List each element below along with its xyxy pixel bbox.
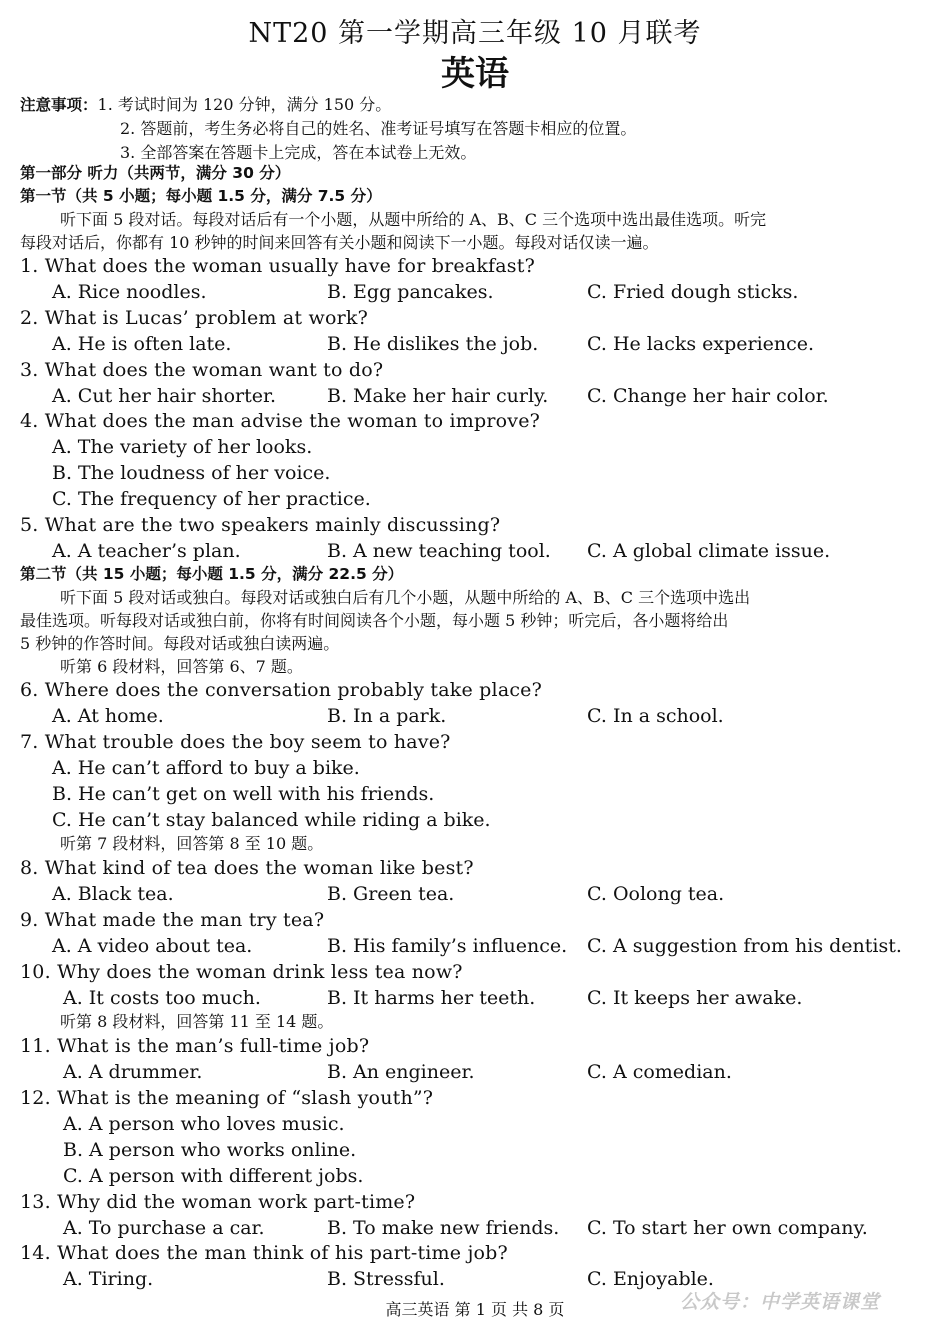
q1-option-c[interactable]: C. Fried dough sticks. bbox=[587, 281, 799, 303]
q8-option-a[interactable]: A. Black tea. bbox=[52, 883, 174, 905]
material-7-note: 听第 7 段材料，回答第 8 至 10 题。 bbox=[60, 834, 324, 853]
question-14: 14. What does the man think of his part-time job? bbox=[20, 1242, 508, 1264]
question-2: 2. What is Lucas’ problem at work? bbox=[20, 307, 368, 329]
q7-option-c[interactable]: C. He can’t stay balanced while riding a bike. bbox=[52, 809, 491, 831]
q8-option-c[interactable]: C. Oolong tea. bbox=[587, 883, 725, 905]
q13-option-b[interactable]: B. To make new friends. bbox=[327, 1217, 560, 1239]
q12-option-c[interactable]: C. A person with different jobs. bbox=[63, 1165, 364, 1187]
q4-option-c[interactable]: C. The frequency of her practice. bbox=[52, 488, 371, 510]
notes-label: 注意事项： bbox=[20, 96, 98, 114]
q14-option-b[interactable]: B. Stressful. bbox=[327, 1268, 445, 1290]
exam-subject: 英语 bbox=[441, 54, 509, 94]
section2-instruction-1: 听下面 5 段对话或独白。每段对话或独白后有几个小题，从题中所给的 A、B、C 三个选项中选出 bbox=[60, 588, 751, 607]
q14-option-a[interactable]: A. Tiring. bbox=[63, 1268, 154, 1290]
q10-option-c[interactable]: C. It keeps her awake. bbox=[587, 987, 803, 1009]
watermark: 公众号：中学英语课堂 bbox=[680, 1291, 881, 1313]
question-10: 10. Why does the woman drink less tea now? bbox=[20, 961, 463, 983]
section2-instruction-3: 5 秒钟的作答时间。每段对话或独白读两遍。 bbox=[20, 634, 340, 653]
q12-option-a[interactable]: A. A person who loves music. bbox=[63, 1113, 345, 1135]
q13-option-c[interactable]: C. To start her own company. bbox=[587, 1217, 868, 1239]
question-11: 11. What is the man’s full-time job? bbox=[20, 1035, 370, 1057]
q13-option-a[interactable]: A. To purchase a car. bbox=[63, 1217, 265, 1239]
question-9: 9. What made the man try tea? bbox=[20, 909, 325, 931]
section2-heading: 第二节（共 15 小题；每小题 1.5 分，满分 22.5 分） bbox=[20, 565, 404, 583]
question-3: 3. What does the woman want to do? bbox=[20, 359, 384, 381]
question-8: 8. What kind of tea does the woman like best? bbox=[20, 857, 474, 879]
q9-option-c[interactable]: C. A suggestion from his dentist. bbox=[587, 935, 902, 957]
q6-option-b[interactable]: B. In a park. bbox=[327, 705, 447, 727]
q3-option-a[interactable]: A. Cut her hair shorter. bbox=[52, 385, 277, 407]
q10-option-a[interactable]: A. It costs too much. bbox=[63, 987, 261, 1009]
question-5: 5. What are the two speakers mainly discussing? bbox=[20, 514, 501, 536]
page-footer: 高三英语 第 1 页 共 8 页 bbox=[385, 1300, 565, 1319]
notes-item-3: 3. 全部答案在答题卡上完成，答在本试卷上无效。 bbox=[120, 143, 477, 162]
question-4: 4. What does the man advise the woman to improve? bbox=[20, 410, 541, 432]
question-1: 1. What does the woman usually have for breakfast? bbox=[20, 255, 535, 277]
part1-heading: 第一部分 听力（共两节，满分 30 分） bbox=[20, 164, 291, 182]
q5-option-c[interactable]: C. A global climate issue. bbox=[587, 540, 831, 562]
q11-option-b[interactable]: B. An engineer. bbox=[327, 1061, 475, 1083]
question-12: 12. What is the meaning of “slash youth”? bbox=[20, 1087, 434, 1109]
question-6: 6. Where does the conversation probably take place? bbox=[20, 679, 543, 701]
notes-item-1: 1. 考试时间为 120 分钟，满分 150 分。 bbox=[97, 95, 392, 114]
q5-option-b[interactable]: B. A new teaching tool. bbox=[327, 540, 551, 562]
q7-option-b[interactable]: B. He can’t get on well with his friends. bbox=[52, 783, 435, 805]
question-13: 13. Why did the woman work part-time? bbox=[20, 1191, 416, 1213]
q6-option-c[interactable]: C. In a school. bbox=[587, 705, 724, 727]
notes-line-1 bbox=[20, 93, 932, 117]
q2-option-b[interactable]: B. He dislikes the job. bbox=[327, 333, 539, 355]
q3-option-c[interactable]: C. Change her hair color. bbox=[587, 385, 829, 407]
q1-option-b[interactable]: B. Egg pancakes. bbox=[327, 281, 494, 303]
question-7: 7. What trouble does the boy seem to have? bbox=[20, 731, 451, 753]
q4-option-a[interactable]: A. The variety of her looks. bbox=[52, 436, 313, 458]
q6-option-a[interactable]: A. At home. bbox=[52, 705, 164, 727]
section2-instruction-2: 最佳选项。听每段对话或独白前，你将有时间阅读各个小题，每小题 5 秒钟；听完后，各小题将给出 bbox=[20, 611, 729, 630]
q11-option-a[interactable]: A. A drummer. bbox=[63, 1061, 203, 1083]
q8-option-b[interactable]: B. Green tea. bbox=[327, 883, 455, 905]
q12-option-b[interactable]: B. A person who works online. bbox=[63, 1139, 357, 1161]
section1-instruction-2: 每段对话后，你都有 10 秒钟的时间来回答有关小题和阅读下一小题。每段对话仅读一遍。 bbox=[20, 233, 659, 252]
section1-instruction-1: 听下面 5 段对话。每段对话后有一个小题，从题中所给的 A、B、C 三个选项中选出最佳选项。听完 bbox=[60, 210, 767, 229]
q14-option-c[interactable]: C. Enjoyable. bbox=[587, 1268, 714, 1290]
notes-item-2: 2. 答题前，考生务必将自己的姓名、准考证号填写在答题卡相应的位置。 bbox=[120, 119, 637, 138]
material-6-note: 听第 6 段材料，回答第 6、7 题。 bbox=[60, 657, 303, 676]
section1-heading: 第一节（共 5 小题；每小题 1.5 分，满分 7.5 分） bbox=[20, 187, 382, 205]
q1-option-a[interactable]: A. Rice noodles. bbox=[52, 281, 207, 303]
exam-title: NT20 第一学期高三年级 10 月联考 bbox=[248, 18, 702, 49]
q7-option-a[interactable]: A. He can’t afford to buy a bike. bbox=[52, 757, 360, 779]
q9-option-a[interactable]: A. A video about tea. bbox=[52, 935, 253, 957]
q2-option-c[interactable]: C. He lacks experience. bbox=[587, 333, 815, 355]
q4-option-b[interactable]: B. The loudness of her voice. bbox=[52, 462, 331, 484]
q3-option-b[interactable]: B. Make her hair curly. bbox=[327, 385, 549, 407]
q10-option-b[interactable]: B. It harms her teeth. bbox=[327, 987, 536, 1009]
q9-option-b[interactable]: B. His family’s influence. bbox=[327, 935, 568, 957]
material-8-note: 听第 8 段材料，回答第 11 至 14 题。 bbox=[60, 1012, 334, 1031]
q5-option-a[interactable]: A. A teacher’s plan. bbox=[52, 540, 241, 562]
q2-option-a[interactable]: A. He is often late. bbox=[52, 333, 232, 355]
q11-option-c[interactable]: C. A comedian. bbox=[587, 1061, 732, 1083]
